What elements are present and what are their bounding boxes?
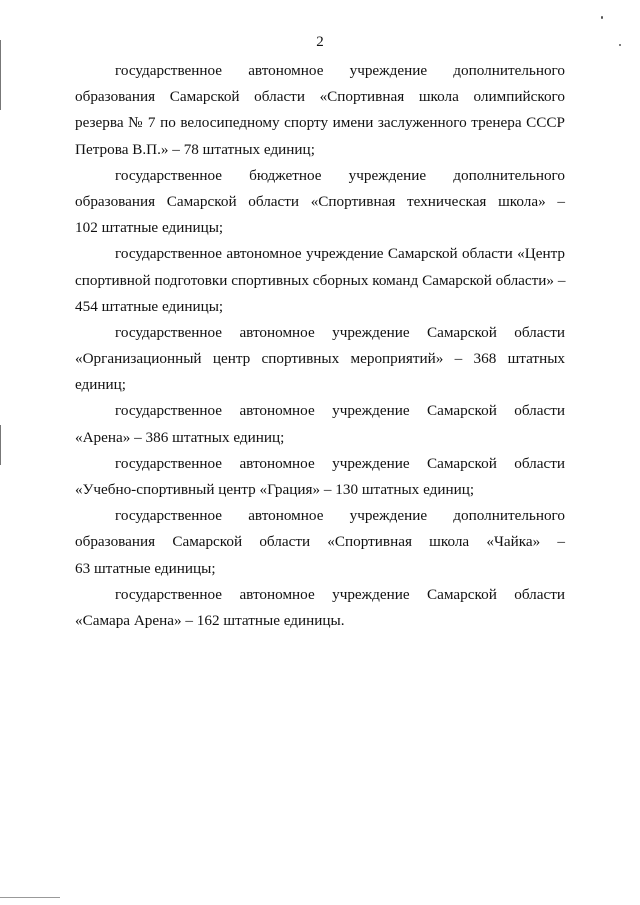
text-line: «Арена» – 386 штатных единиц;	[75, 428, 285, 446]
text-line: «Самара Арена» – 162 штатные единицы.	[75, 611, 345, 629]
text-line: «Организационный центр спортивных мероприятий» – 368 штатных	[75, 350, 565, 368]
paragraph-8	[75, 582, 565, 634]
text-line: государственное автономное учреждение Самарской области	[115, 585, 565, 603]
text-line: государственное автономное учреждение дополнительного	[115, 507, 565, 525]
text-line: государственное автономное учреждение дополнительного	[115, 62, 565, 79]
scan-bottom-line	[0, 897, 60, 898]
text-line: резерва № 7 по велосипедному спорту имени заслуженного тренера СССР	[75, 114, 565, 132]
paragraph-6	[75, 451, 565, 503]
page-number: 2	[316, 34, 324, 50]
text-line: образования Самарской области «Спортивная школа «Чайка» –	[75, 533, 565, 551]
text-line: 454 штатные единицы;	[75, 297, 224, 315]
text-line: единиц;	[75, 376, 126, 394]
paragraph-1	[75, 58, 565, 163]
paragraph-7	[75, 503, 565, 582]
text-line: «Учебно-спортивный центр «Грация» – 130 штатных единиц;	[75, 481, 475, 498]
paragraph-4	[75, 320, 565, 399]
scan-margin-line-bottom	[0, 425, 1, 465]
text-line: государственное автономное учреждение Самарской области	[115, 402, 565, 420]
paragraph-2	[75, 163, 565, 242]
document-body	[75, 58, 565, 634]
text-line: государственное автономное учреждение Самарской области «Центр	[115, 245, 565, 263]
text-line: образования Самарской области «Спортивная техническая школа» –	[75, 192, 565, 210]
text-line: образования Самарской области «Спортивная школа олимпийского	[75, 88, 565, 106]
text-line: Петрова В.П.» – 78 штатных единиц;	[75, 140, 315, 158]
text-line: 63 штатные единицы;	[75, 559, 216, 577]
text-line: государственное автономное учреждение Самарской области	[115, 323, 565, 341]
text-line: государственное автономное учреждение Самарской области	[115, 454, 565, 472]
text-line: государственное бюджетное учреждение дополнительного	[115, 166, 565, 184]
text-line: спортивной подготовки спортивных сборных команд Самарской области» –	[75, 271, 566, 289]
paragraph-3	[75, 241, 565, 320]
text-line: 102 штатные единицы;	[75, 219, 224, 237]
scan-speck	[601, 16, 603, 19]
paragraph-5	[75, 398, 565, 450]
